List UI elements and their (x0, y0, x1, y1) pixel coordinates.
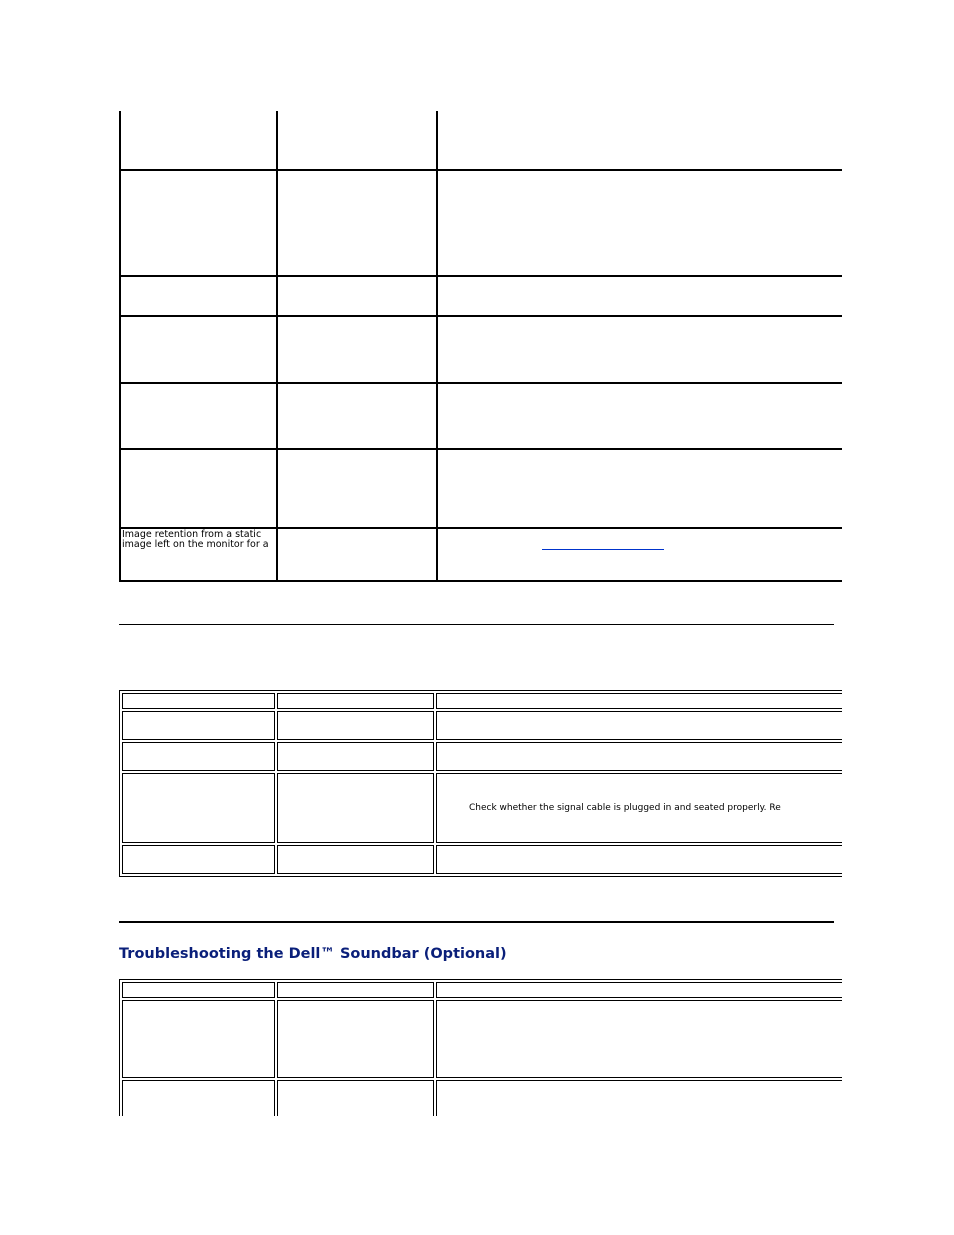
table-header-cell (122, 982, 275, 998)
table-cell (436, 1080, 842, 1116)
table-cell (122, 711, 275, 740)
table-cell (436, 742, 842, 771)
soundbar-troubleshooting-table (119, 979, 842, 1116)
table-cell (277, 276, 437, 316)
table-cell (277, 449, 437, 528)
hyperlink-underline[interactable] (542, 549, 664, 550)
section-divider (119, 921, 834, 923)
table-cell (120, 170, 277, 276)
table-cell (437, 170, 842, 276)
table-cell (122, 1080, 275, 1116)
table-cell (436, 1000, 842, 1078)
table-cell (437, 316, 842, 383)
table-cell (122, 773, 275, 843)
table-cell (277, 1000, 434, 1078)
soundbar-troubleshooting-heading: Troubleshooting the Dell™ Soundbar (Optional) (119, 946, 507, 962)
table-header-cell (436, 982, 842, 998)
table-cell (120, 449, 277, 528)
table-cell (120, 528, 277, 581)
troubleshooting-table-continued (119, 111, 842, 582)
table-cell (437, 111, 842, 170)
table-cell (277, 170, 437, 276)
table-header-cell (436, 693, 842, 709)
table-cell (436, 773, 842, 843)
table-cell (277, 316, 437, 383)
table-cell (437, 449, 842, 528)
table-cell (277, 711, 434, 740)
table-cell (120, 383, 277, 449)
table-cell (120, 111, 277, 170)
table-cell (122, 742, 275, 771)
image-retention-text: Image retention from a static image left on the monitor for a (122, 529, 269, 550)
table-cell (277, 528, 437, 581)
table-cell (277, 1080, 434, 1116)
table-cell (120, 276, 277, 316)
table-header-cell (277, 693, 434, 709)
table-cell (437, 528, 842, 581)
table-cell (277, 742, 434, 771)
table-cell (277, 111, 437, 170)
table-cell (277, 845, 434, 874)
table-cell (277, 773, 434, 843)
table-cell (436, 845, 842, 874)
table-cell (120, 316, 277, 383)
section-divider (119, 624, 834, 625)
table-cell (436, 711, 842, 740)
table-cell (277, 383, 437, 449)
table-header-cell (277, 982, 434, 998)
problem-specific-table (119, 690, 842, 880)
table-cell (122, 1000, 275, 1078)
table-cell (437, 383, 842, 449)
table-header-cell (122, 693, 275, 709)
signal-cable-instruction: Check whether the signal cable is plugged in and seated properly. Re (469, 803, 781, 813)
table-cell (122, 845, 275, 874)
table-cell (437, 276, 842, 316)
